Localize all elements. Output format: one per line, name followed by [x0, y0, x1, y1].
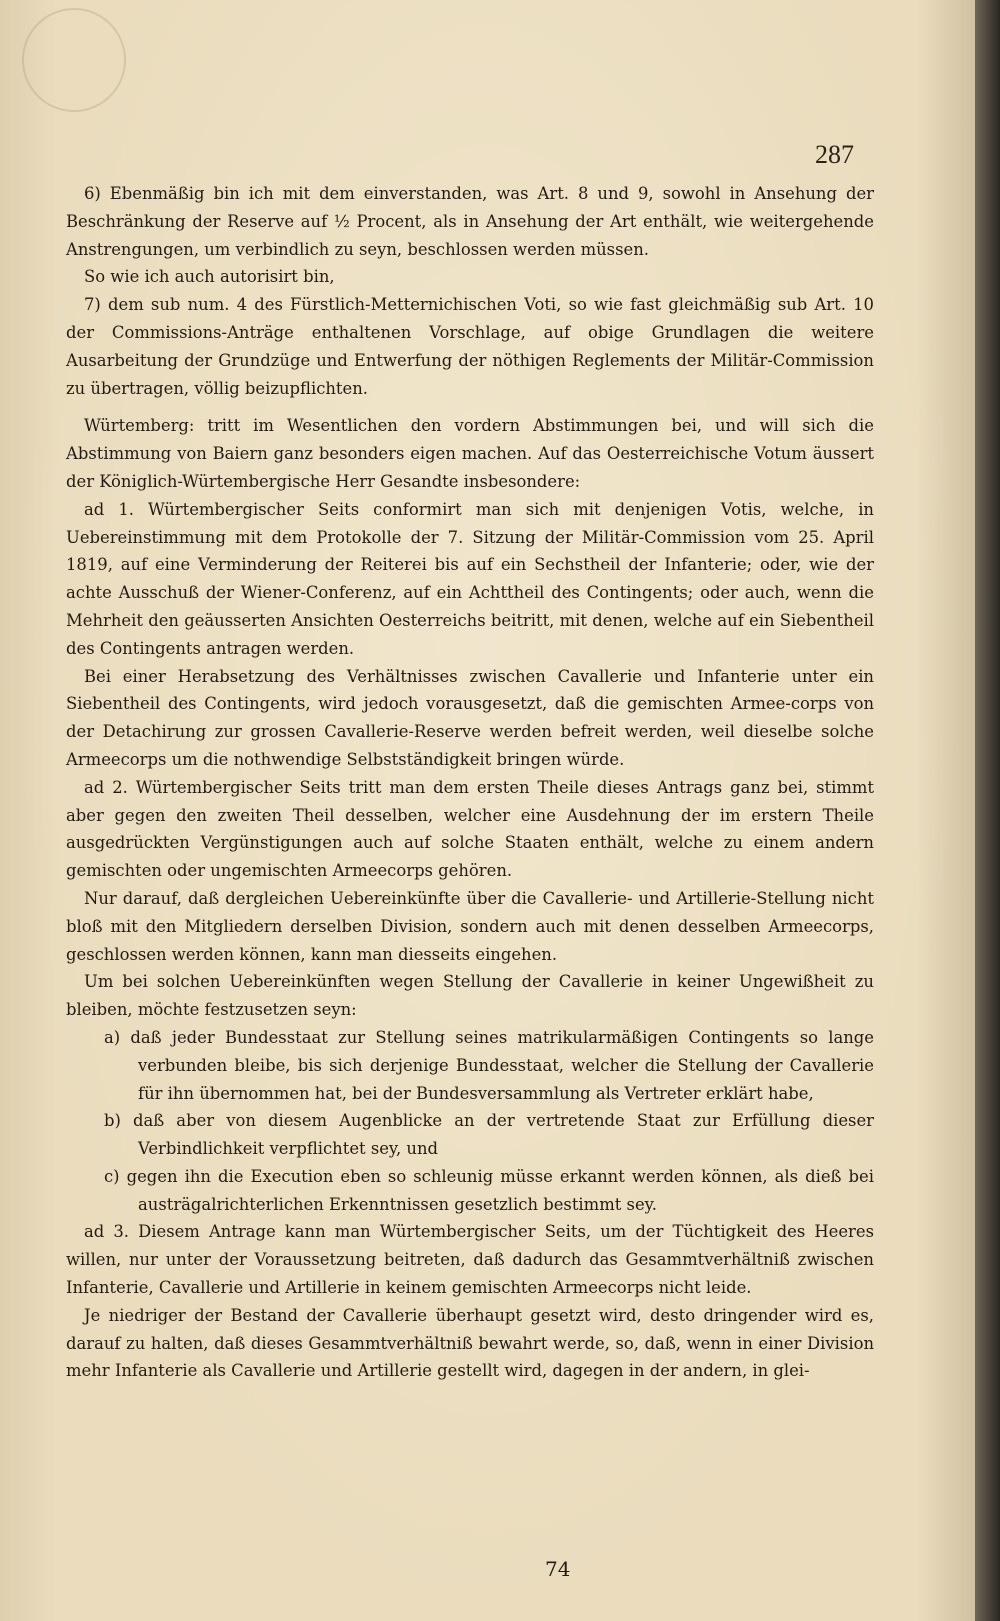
paragraph-niedriger: Je niedriger der Bestand der Cavallerie überhaupt gesetzt wird, desto dringender wird es, darauf zu halten, daß dieses Gesammtverhältniß bewahrt werde, so, daß, wenn in einer Division mehr Infanterie als Cavallerie und Artillerie gestellt wird, dagegen in der andern, in glei-	[66, 1305, 874, 1381]
list-item-a: a) daß jeder Bundesstaat zur Stellung seines matrikularmäßigen Contingents so lange verbunden bleibe, bis sich derjenige Bundesstaat, welcher die Stellung der Cavallerie für ihn übernommen hat, bei der Bundesversammlung als Vertreter erklärt habe,	[104, 1027, 874, 1103]
paragraph-herabsetzung: Bei einer Herabsetzung des Verhältnisses zwischen Cavallerie und Infanterie unter ein Siebentheil des Contingents, wird jedoch vorausgesetzt, daß die gemischten Armee-corps von der Detachirung zur grossen Cavallerie-Reserve werden befreit werden, weil dieselbe solche Armeecorps um die nothwendige Selbstständigkeit bringen würde.	[66, 666, 874, 769]
paragraph-autorisirt: So wie ich auch autorisirt bin,	[84, 267, 335, 287]
signature-mark: 74	[545, 1557, 571, 1581]
paragraph-ad-2: ad 2. Würtembergischer Seits tritt man dem ersten Theile dieses Antrags ganz bei, stimmt aber gegen den zweiten Theil desselben, welcher eine Ausdehnung der im erstern Theile ausgedrückten Vergünstigungen auch auf solche Staaten enthält, welche zu einem andern gemischten oder ungemischten Armeecorps gehören.	[66, 777, 874, 881]
paragraph-ad-1: ad 1. Würtembergischer Seits conformirt man sich mit denjenigen Votis, welche, in Uebereinstimmung mit dem Protokolle der 7. Sitzung der Militär-Commission vom 25. April 1819, auf eine Verminderung der Reiterei bis auf ein Sechstheil der Infanterie; oder, wie der achte Ausschuß der Wiener-Conferenz, auf ein Achttheil des Contingents; oder auch, wenn die Mehrheit den geäusserten Ansichten Oesterreichs beitritt, mit denen, welche auf ein Siebentheil des Contingents antragen werden.	[66, 499, 874, 658]
paragraph-uebereinkuenfte: Nur darauf, daß dergleichen Uebereinkünfte über die Cavallerie- und Artillerie-Stellung nicht bloß mit den Mitgliedern derselben Division, sondern auch mit denen desselben Armeecorps, geschlossen werden können, kann man diesseits eingehen.	[66, 888, 874, 964]
paragraph-wuertemberg: Würtemberg: tritt im Wesentlichen den vordern Abstimmungen bei, und will sich die Abstimmung von Baiern ganz besonders eigen machen. Auf das Oesterreichische Votum äussert der Königlich-Würtembergische Herr Gesandte insbesondere:	[66, 416, 874, 491]
paragraph-ungewissheit: Um bei solchen Uebereinkünften wegen Stellung der Cavallerie in keiner Ungewißheit zu bleiben, möchte festzusetzen seyn:	[66, 972, 874, 1020]
page-edge-shadow	[975, 0, 1000, 1621]
library-stamp	[7, 0, 140, 127]
list-item-b: b) daß aber von diesem Augenblicke an der vertretende Staat zur Erfüllung dieser Verbindlichkeit verpflichtet sey, und	[104, 1111, 874, 1159]
list-item-c: c) gegen ihn die Execution eben so schleunig müsse erkannt werden können, als dieß bei austrägalrichterlichen Erkenntnissen gesetzlich bestimmt sey.	[104, 1166, 874, 1214]
page-number: 287	[815, 140, 854, 169]
paragraph-ad-3: ad 3. Diesem Antrage kann man Würtembergischer Seits, um der Tüchtigkeit des Heeres willen, nur unter der Voraussetzung beitreten, daß dadurch das Gesammtverhältniß zwischen Infanterie, Cavallerie und Artillerie in keinem gemischten Armeecorps nicht leide.	[66, 1222, 874, 1298]
page-body	[66, 180, 874, 1385]
paragraph-6: 6) Ebenmäßig bin ich mit dem einverstanden, was Art. 8 und 9, sowohl in Ansehung der Beschränkung der Reserve auf ½ Procent, als in Ansehung der Art enthält, wie weitergehende Anstrengungen, um verbindlich zu seyn, beschlossen werden müssen.	[66, 184, 874, 259]
paragraph-7: 7) dem sub num. 4 des Fürstlich-Metternichischen Voti, so wie fast gleichmäßig sub Art. 10 der Commissions-Anträge enthaltenen Vorschlage, auf obige Grundlagen die weitere Ausarbeitung der Grundzüge und Entwerfung der nöthigen Reglements der Militär-Commission zu übertragen, völlig beizupflichten.	[66, 295, 874, 398]
